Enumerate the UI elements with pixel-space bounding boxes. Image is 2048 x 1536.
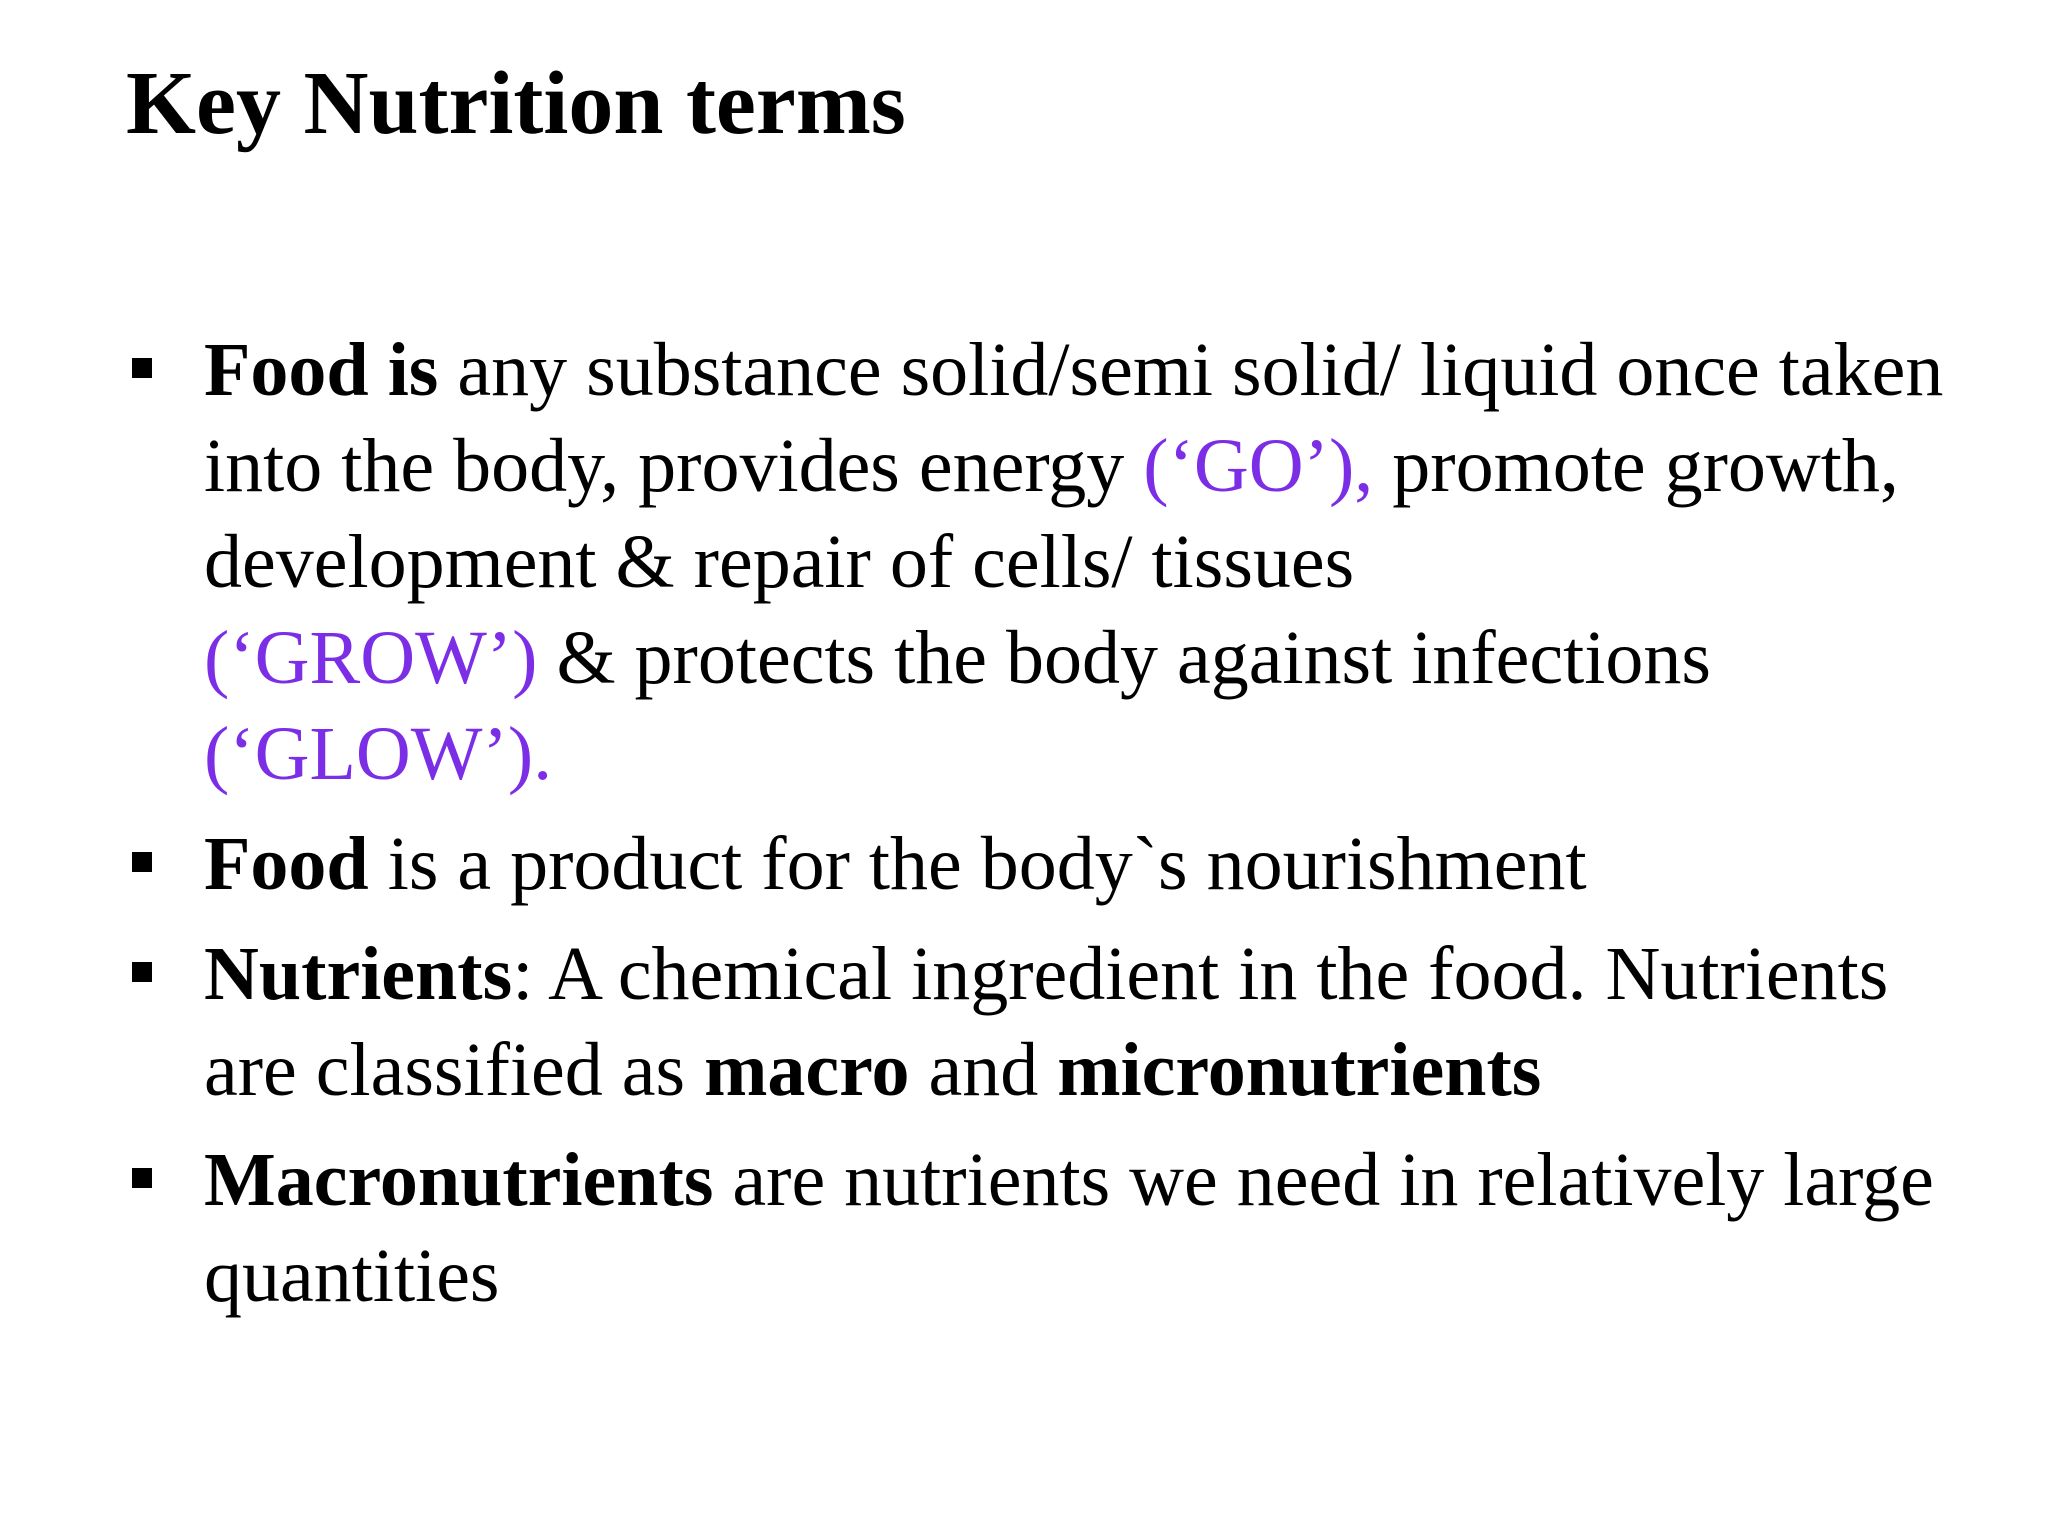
- slide-title: Key Nutrition terms: [126, 54, 906, 153]
- body-text: and: [909, 1028, 1058, 1112]
- bold-term: Nutrients: [204, 932, 513, 1016]
- bullet-list: [126, 322, 1966, 1338]
- body-text: is a product for the body`s nourishment: [368, 822, 1587, 906]
- bullet-food-product: [126, 816, 1966, 912]
- glow-label: (‘GLOW’).: [204, 712, 553, 796]
- square-bullet-icon: [132, 358, 152, 378]
- bold-term: Food: [204, 822, 369, 906]
- square-bullet-icon: [132, 1168, 152, 1188]
- bold-term: macro: [704, 1028, 910, 1112]
- bullet-nutrients: [126, 926, 1966, 1118]
- go-label: (‘GO’),: [1143, 424, 1374, 508]
- body-text: promote growth, development & repair of cells/ tissues: [204, 424, 1899, 604]
- bold-term: Macronutrients: [204, 1138, 714, 1222]
- bold-term: Food is: [204, 328, 439, 412]
- bullet-text: [204, 328, 1943, 796]
- grow-label: (‘GROW’): [204, 616, 538, 700]
- bullet-food-definition: [126, 322, 1966, 802]
- bullet-macronutrients: [126, 1132, 1966, 1324]
- square-bullet-icon: [132, 962, 152, 982]
- bullet-text: [204, 932, 1888, 1112]
- body-text: : A chemical ingredient in the food. Nutrients are classified as: [204, 932, 1889, 1112]
- body-text: & protects the body against infections: [537, 616, 1711, 700]
- bullet-text: [204, 822, 1587, 906]
- bold-term: micronutrients: [1057, 1028, 1542, 1112]
- body-text: any substance solid/semi solid/ liquid once taken into the body, provides energy: [204, 328, 1944, 508]
- body-text: are nutrients we need in relatively large quantities: [204, 1138, 1934, 1318]
- square-bullet-icon: [132, 852, 152, 872]
- bullet-text: [204, 1138, 1934, 1318]
